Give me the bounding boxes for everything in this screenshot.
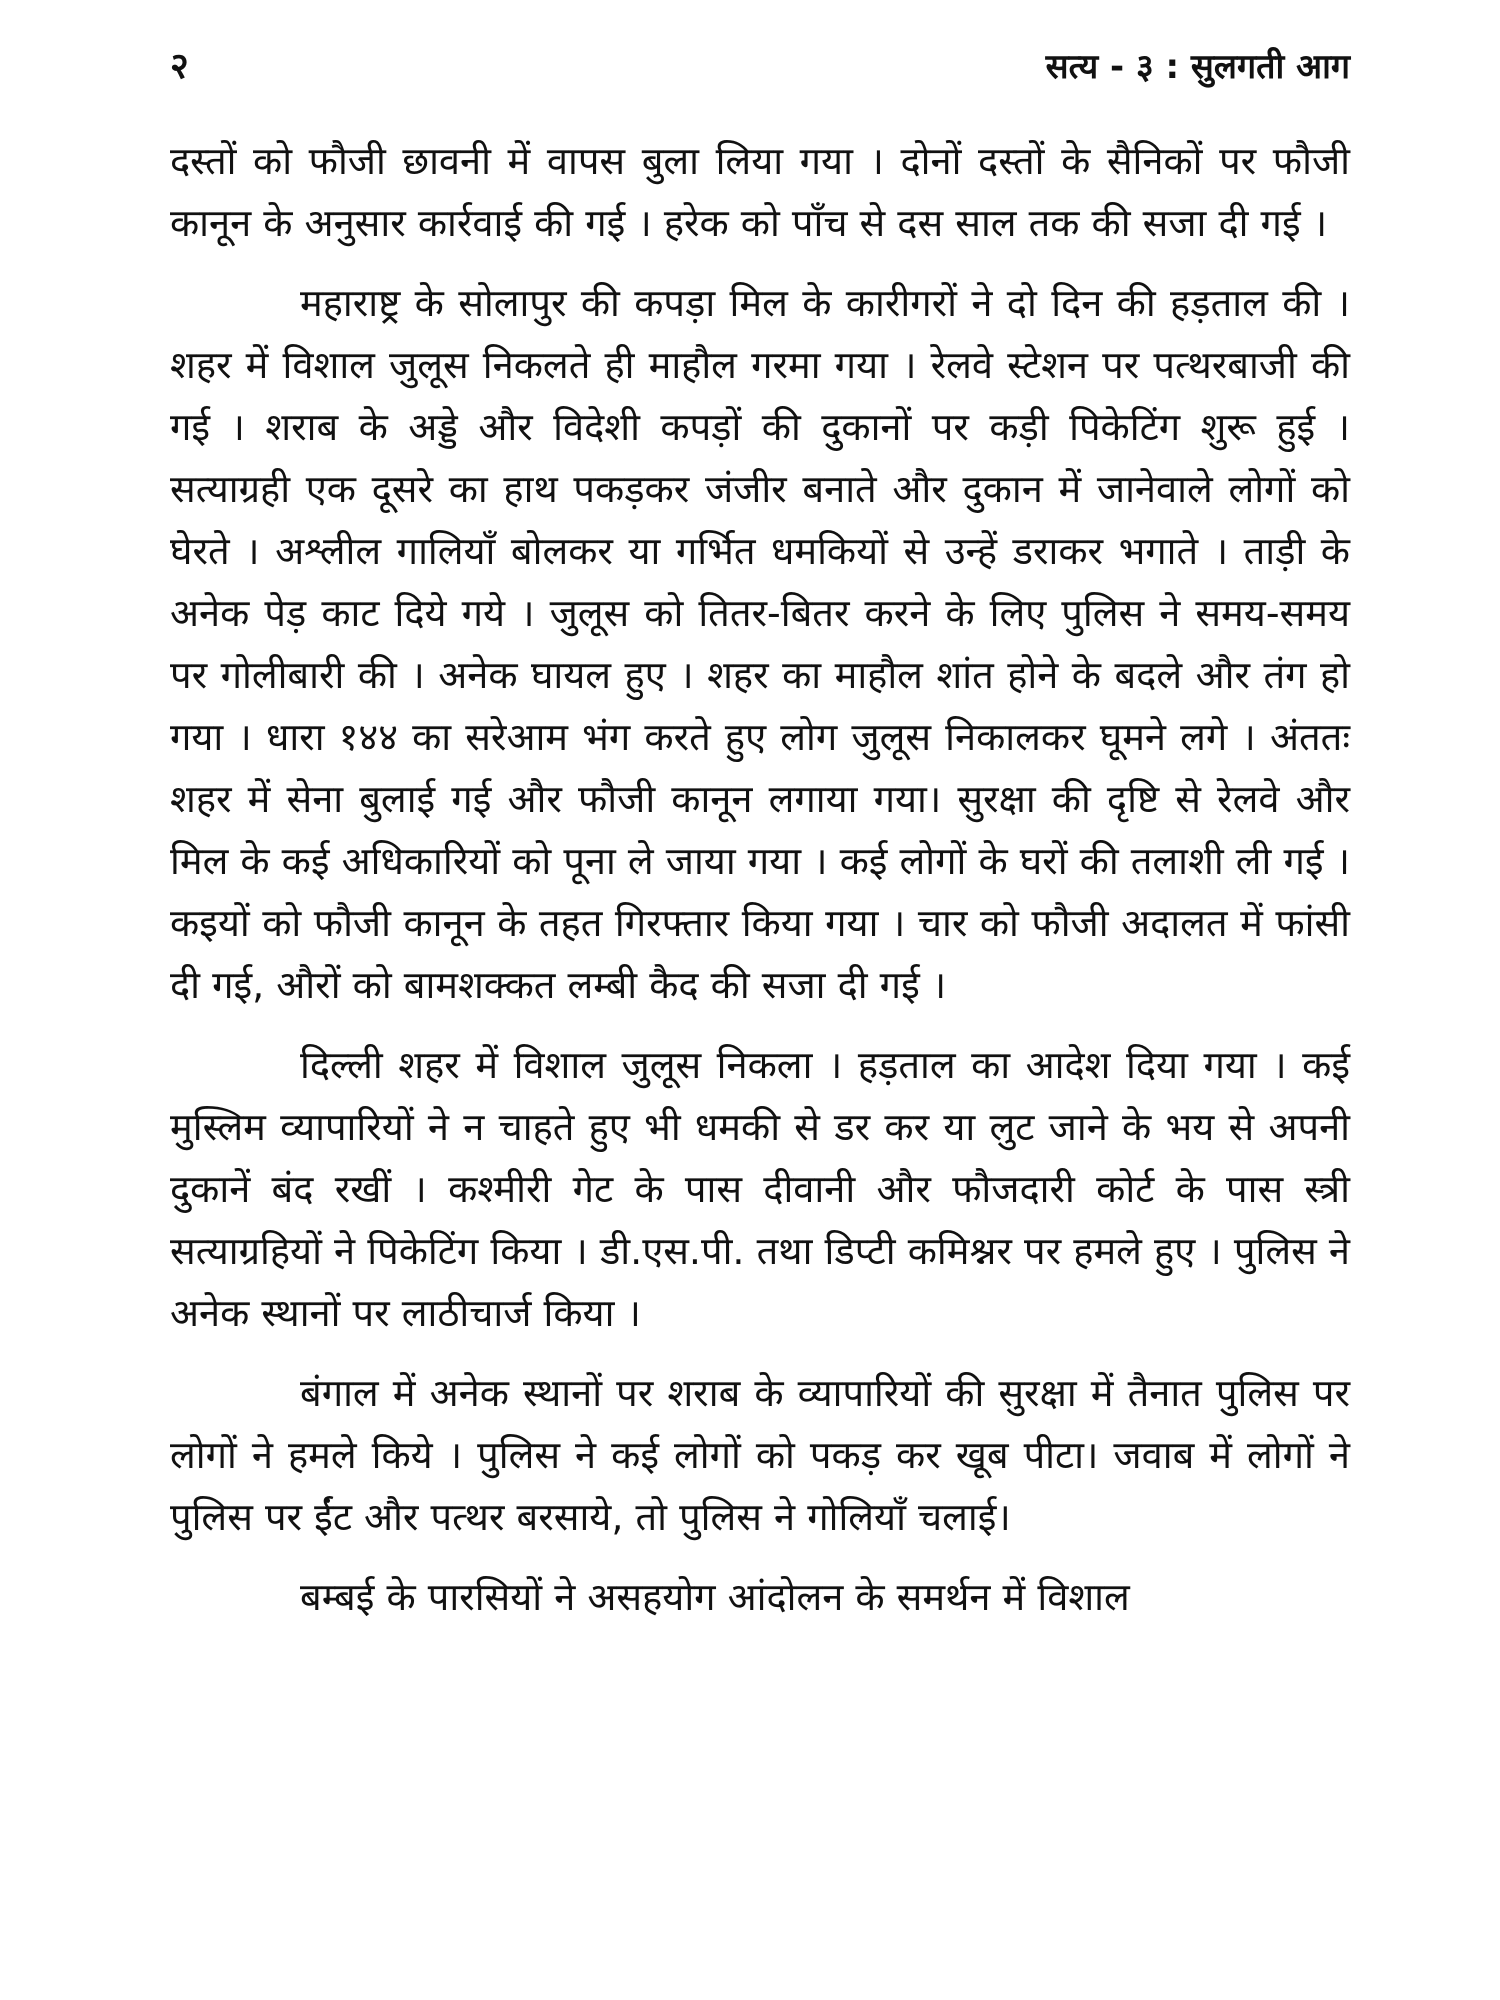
document-body [170, 130, 1350, 1646]
paragraph-1: दस्तों को फौजी छावनी में वापस बुला लिया गया । दोनों दस्तों के सैनिकों पर फौजी कानून के अनुसार कार्रवाई की गई । हरेक को पाँच से दस साल तक की सजा दी गई । [170, 139, 1350, 245]
paragraph-4: बंगाल में अनेक स्थानों पर शराब के व्यापारियों की सुरक्षा में तैनात पुलिस पर लोगों ने हमले किये । पुलिस ने कई लोगों को पकड़ कर खूब पीटा। जवाब में लोगों ने पुलिस पर ईंट और पत्थर बरसाये, तो पुलिस ने गोलियाँ चलाई। [170, 1371, 1350, 1539]
running-title: सत्य - ३ : सुलगती आग [1045, 47, 1350, 87]
paragraph-3: दिल्ली शहर में विशाल जुलूस निकला । हड़ताल का आदेश दिया गया । कई मुस्लिम व्यापारियों ने न चाहते हुए भी धमकी से डर कर या लुट जाने के भय से अपनी दुकानें बंद रखीं । कश्मीरी गेट के पास दीवानी और फौजदारी कोर्ट के पास स्त्री सत्याग्रहियों ने पिकेटिंग किया । डी.एस.पी. तथा डिप्टी कमिश्नर पर हमले हुए । पुलिस ने अनेक स्थानों पर लाठीचार्ज किया । [170, 1043, 1350, 1335]
paragraph-2: महाराष्ट्र के सोलापुर की कपड़ा मिल के कारीगरों ने दो दिन की हड़ताल की । शहर में विशाल जुलूस निकलते ही माहौल गरमा गया । रेलवे स्टेशन पर पत्थरबाजी की गई । शराब के अड्डे और विदेशी कपड़ों की दुकानों पर कड़ी पिकेटिंग शुरू हुई । सत्याग्रही एक दूसरे का हाथ पकड़कर जंजीर बनाते और दुकान में जानेवाले लोगों को घेरते । अश्लील गालियाँ बोलकर या गर्भित धमकियों से उन्हें डराकर भगाते । ताड़ी के अनेक पेड़ काट दिये गये । जुलूस को तितर-बितर करने के लिए पुलिस ने समय-समय पर गोलीबारी की । अनेक घायल हुए । शहर का माहौल शांत होने के बदले और तंग हो गया । धारा १४४ का सरेआम भंग करते हुए लोग जुलूस निकालकर घूमने लगे । अंततः शहर में सेना बुलाई गई और फौजी कानून लगाया गया। सुरक्षा की दृष्टि से रेलवे और मिल के कई अधिकारियों को पूना ले जाया गया । कई लोगों के घरों की तलाशी ली गई । कइयों को फौजी कानून के तहत गिरफ्तार किया गया । चार को फौजी अदालत में फांसी दी गई, औरों को बामशक्कत लम्बी कैद की सजा दी गई । [170, 281, 1350, 1007]
page-header [170, 32, 1350, 102]
page-number: २ [170, 46, 189, 87]
paragraph-5: बम्बई के पारसियों ने असहयोग आंदोलन के समर्थन में विशाल [300, 1575, 1130, 1619]
